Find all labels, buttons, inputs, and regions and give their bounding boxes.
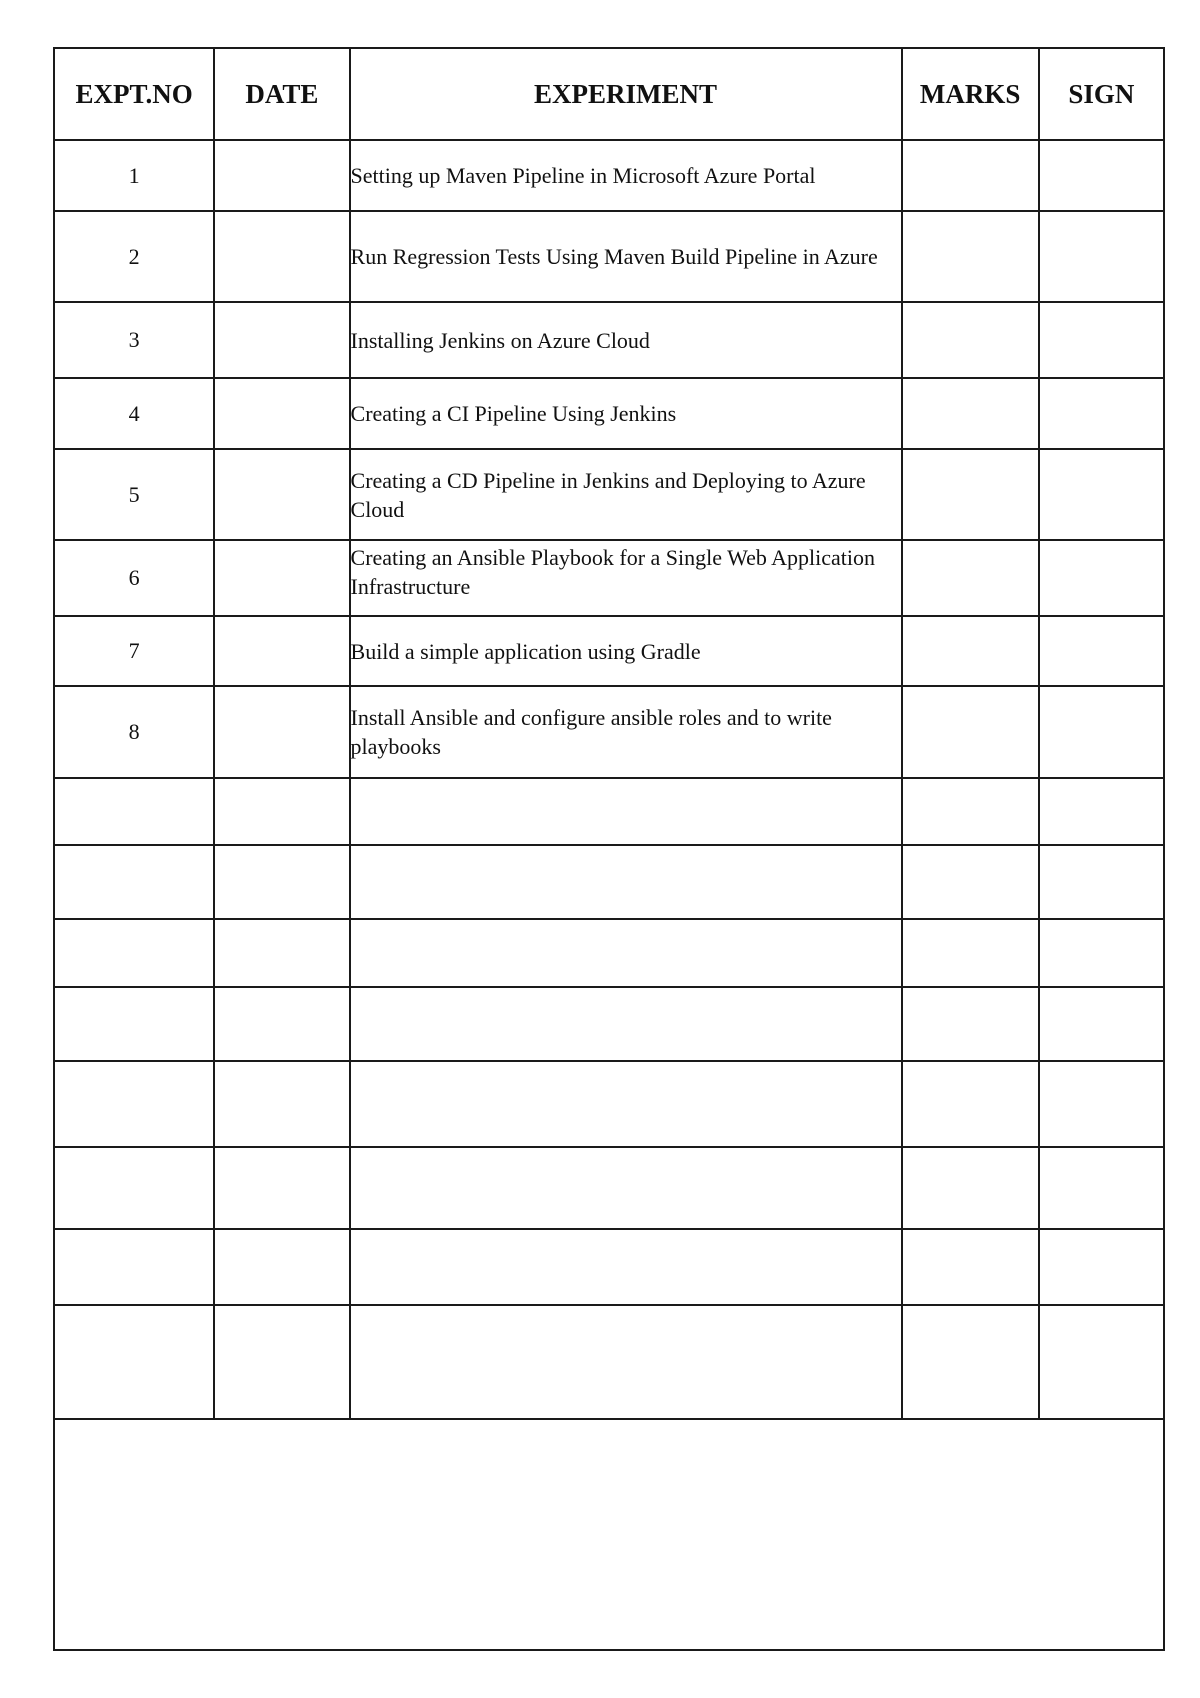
table-row — [54, 302, 1164, 378]
table-row — [54, 987, 1164, 1061]
marks-cell — [902, 302, 1039, 378]
header-expt-no: EXPT.NO — [54, 48, 214, 140]
experiment-cell: Install Ansible and configure ansible roles and to write playbooks — [350, 686, 902, 778]
marks-cell — [902, 1061, 1039, 1147]
marks-cell — [902, 1305, 1039, 1419]
expt-no-cell: 3 — [54, 302, 214, 378]
header-experiment: EXPERIMENT — [350, 48, 902, 140]
date-cell — [214, 1061, 349, 1147]
table-row — [54, 686, 1164, 778]
experiment-cell — [350, 1061, 902, 1147]
table-row — [54, 378, 1164, 449]
expt-no-cell — [54, 1229, 214, 1305]
experiment-cell — [350, 1147, 902, 1229]
date-cell — [214, 1305, 349, 1419]
marks-cell — [902, 1229, 1039, 1305]
expt-no-cell: 2 — [54, 211, 214, 302]
date-cell — [214, 302, 349, 378]
marks-cell — [902, 987, 1039, 1061]
marks-cell — [902, 140, 1039, 211]
sign-cell — [1039, 1147, 1164, 1229]
experiment-cell: Creating a CI Pipeline Using Jenkins — [350, 378, 902, 449]
date-cell — [214, 616, 349, 686]
table-row — [54, 1229, 1164, 1305]
date-cell — [214, 211, 349, 302]
date-cell — [214, 1147, 349, 1229]
date-cell — [214, 919, 349, 987]
sign-cell — [1039, 616, 1164, 686]
table-header-row — [54, 48, 1164, 140]
table-row — [54, 845, 1164, 919]
experiment-cell — [350, 1229, 902, 1305]
date-cell — [214, 449, 349, 540]
experiment-cell: Run Regression Tests Using Maven Build Pipeline in Azure — [350, 211, 902, 302]
expt-no-cell: 7 — [54, 616, 214, 686]
expt-no-cell — [54, 778, 214, 845]
table-row — [54, 1147, 1164, 1229]
sign-cell — [1039, 140, 1164, 211]
sign-cell — [1039, 919, 1164, 987]
sign-cell — [1039, 778, 1164, 845]
experiment-cell — [350, 845, 902, 919]
date-cell — [214, 778, 349, 845]
table-row — [54, 778, 1164, 845]
expt-no-cell — [54, 1147, 214, 1229]
date-cell — [214, 1229, 349, 1305]
header-sign: SIGN — [1039, 48, 1164, 140]
header-marks: MARKS — [902, 48, 1039, 140]
experiment-cell: Creating a CD Pipeline in Jenkins and Deploying to Azure Cloud — [350, 449, 902, 540]
date-cell — [214, 987, 349, 1061]
experiment-cell: Creating an Ansible Playbook for a Single Web Application Infrastructure — [350, 540, 902, 616]
header-date: DATE — [214, 48, 349, 140]
marks-cell — [902, 449, 1039, 540]
sign-cell — [1039, 686, 1164, 778]
date-cell — [214, 686, 349, 778]
expt-no-cell: 1 — [54, 140, 214, 211]
footer-blank-box — [53, 1420, 1165, 1651]
sign-cell — [1039, 378, 1164, 449]
experiment-cell — [350, 919, 902, 987]
sign-cell — [1039, 449, 1164, 540]
marks-cell — [902, 686, 1039, 778]
marks-cell — [902, 778, 1039, 845]
marks-cell — [902, 378, 1039, 449]
expt-no-cell: 6 — [54, 540, 214, 616]
expt-no-cell — [54, 987, 214, 1061]
marks-cell — [902, 616, 1039, 686]
marks-cell — [902, 211, 1039, 302]
sign-cell — [1039, 302, 1164, 378]
experiment-cell — [350, 987, 902, 1061]
table-row — [54, 540, 1164, 616]
experiment-cell: Setting up Maven Pipeline in Microsoft Azure Portal — [350, 140, 902, 211]
table-row — [54, 211, 1164, 302]
sign-cell — [1039, 845, 1164, 919]
marks-cell — [902, 1147, 1039, 1229]
sign-cell — [1039, 1229, 1164, 1305]
table-row — [54, 919, 1164, 987]
expt-no-cell — [54, 919, 214, 987]
date-cell — [214, 140, 349, 211]
sign-cell — [1039, 540, 1164, 616]
expt-no-cell — [54, 1061, 214, 1147]
experiment-index-table — [53, 47, 1165, 1420]
expt-no-cell — [54, 845, 214, 919]
expt-no-cell: 4 — [54, 378, 214, 449]
sign-cell — [1039, 1061, 1164, 1147]
sign-cell — [1039, 211, 1164, 302]
marks-cell — [902, 540, 1039, 616]
table-row — [54, 140, 1164, 211]
experiment-cell: Installing Jenkins on Azure Cloud — [350, 302, 902, 378]
expt-no-cell — [54, 1305, 214, 1419]
expt-no-cell: 5 — [54, 449, 214, 540]
sign-cell — [1039, 987, 1164, 1061]
experiment-cell — [350, 778, 902, 845]
table-row — [54, 1061, 1164, 1147]
marks-cell — [902, 845, 1039, 919]
table-row — [54, 449, 1164, 540]
expt-no-cell: 8 — [54, 686, 214, 778]
marks-cell — [902, 919, 1039, 987]
experiment-cell: Build a simple application using Gradle — [350, 616, 902, 686]
table-row — [54, 1305, 1164, 1419]
sign-cell — [1039, 1305, 1164, 1419]
date-cell — [214, 378, 349, 449]
experiment-cell — [350, 1305, 902, 1419]
table-row — [54, 616, 1164, 686]
date-cell — [214, 845, 349, 919]
date-cell — [214, 540, 349, 616]
